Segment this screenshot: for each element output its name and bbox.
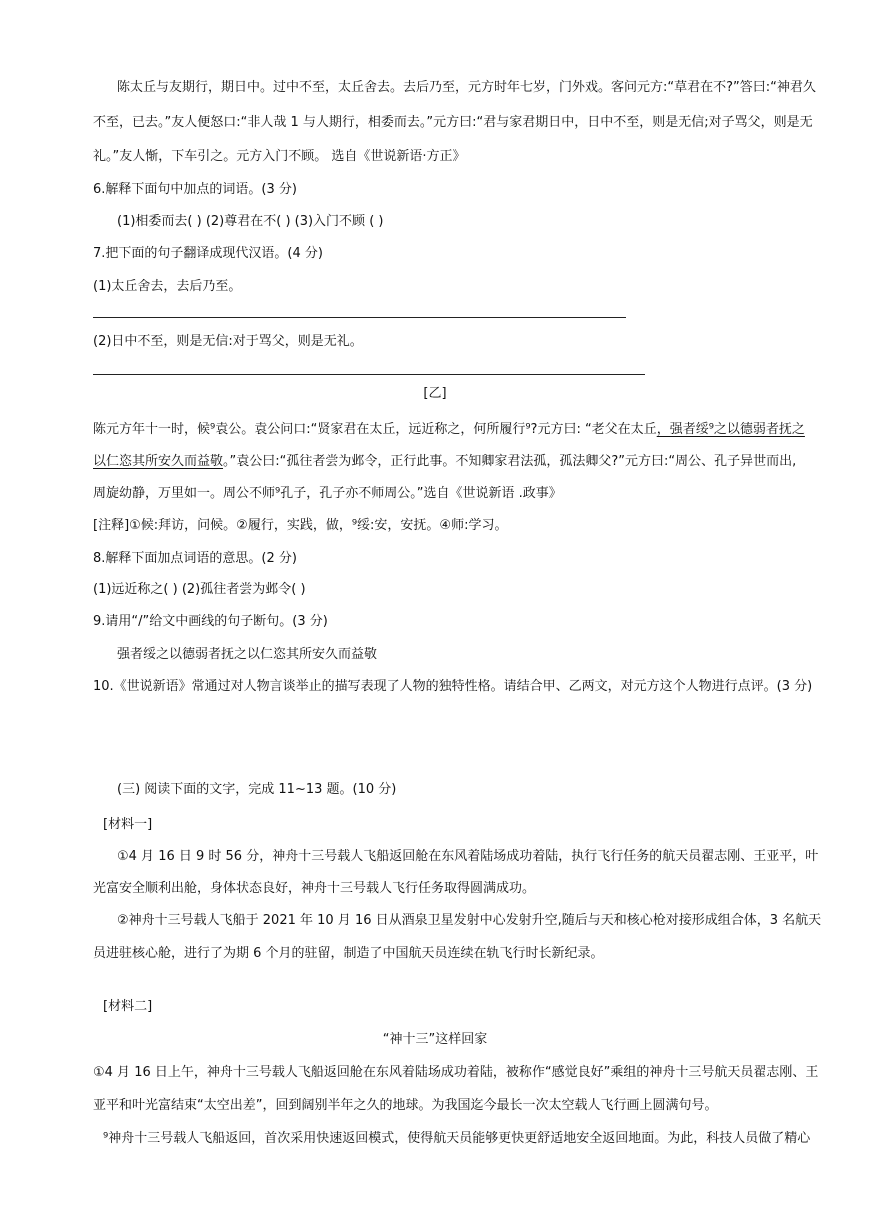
question-8-items: (1)远近称之( ) (2)孤往者尝为邺令( ) — [93, 582, 306, 597]
question-7-sentence-1: (1)太丘舍去，去后乃至。 — [93, 279, 242, 294]
passage-b-line-1 — [93, 420, 805, 440]
answer-line-2[interactable] — [93, 374, 645, 375]
question-7-sentence-2: (2)日中不至，则是无信:对于骂父，则是无礼。 — [93, 334, 363, 349]
section-3-heading: (三) 阅读下面的文字，完成 11~13 题。(10 分) — [117, 782, 397, 797]
passage-b-line-1-text: 陈元方年十一时，候⁹袁公。袁公问口:“贤家君在太丘，远近称之，何所履行⁹?元方曰: “老父在太丘 — [93, 422, 657, 437]
material-2-label: [材料二] — [103, 999, 153, 1014]
material-1-para-1-line-1: ①4 月 16 日 9 时 56 分，神舟十三号载人飞船返回舱在东风着陆场成功着陆，执行飞行任务的航天员翟志刚、王亚平，叶 — [117, 849, 819, 864]
question-7-title: 7.把下面的句子翻译成现代汉语。(4 分) — [93, 246, 323, 261]
passage-a-line-1: 陈太丘与友期行，期日中。过中不至，太丘舍去。去后乃至，元方时年七岁，门外戏。客问元方:“草君在不?”答曰:“神君久 — [117, 80, 816, 95]
passage-a-line-2: 不至，已去。”友人便怒口:“非人哉 1 与人期行，相委而去。”元方曰:“君与家君期日中，日中不至，则是无信;对子骂父，则是无 — [93, 115, 813, 130]
question-6-items: (1)相委而去( ) (2)尊君在不( ) (3)入门不顾 ( ) — [117, 214, 384, 229]
passage-a-line-3: 礼。”友人惭，下车引之。元方入门不顾。 选自《世说新语·方正》 — [93, 149, 466, 164]
underlined-sentence-part-2: 以仁恣其所安久而益敬 — [93, 454, 224, 469]
annotation-note: [注释]①候:拜访，问候。②履行，实践，做，⁹绥:安，安抚。④师:学习。 — [93, 518, 508, 533]
passage-b-line-2-text: 。”袁公曰:“孤往者尝为邺令，正行此事。不知卿家君法孤，孤法卿父?”元方曰:“周公、孔子异世而出, — [223, 454, 797, 469]
material-1-para-2-line-2: 员进驻核心舱，进行了为期 6 个月的驻留，制造了中国航天员连续在轨飞行时长新纪录。 — [93, 946, 604, 961]
material-2-para-1-line-1: ①4 月 16 日上午，神舟十三号载人飞船返回舱在东风着陆场成功着陆，被称作“感觉良好”乘组的神舟十三号航天员翟志刚、王 — [93, 1065, 819, 1080]
question-9-title: 9.请用“/”给文中画线的句子断句。(3 分) — [93, 614, 328, 629]
answer-line-1[interactable] — [93, 317, 626, 318]
question-6-title: 6.解释下面句中加点的词语。(3 分) — [93, 182, 297, 197]
underlined-sentence-part-1: ，强者绥⁹之以德弱者抚之 — [656, 422, 805, 437]
material-1-para-2-line-1: ②神舟十三号载人飞船于 2021 年 10 月 16 日从酒泉卫星发射中心发射升空,随后与天和核心枪对接形成组合体，3 名航天 — [117, 913, 822, 928]
material-2-para-1-line-2: 亚平和叶光富结束“太空出差”，回到阔别半年之久的地球。为我国迄今最长一次太空载人飞行画上圆满句号。 — [93, 1098, 718, 1113]
material-2-para-2-line-1: ⁹神舟十三号载人飞船返回，首次采用快速返回模式，使得航天员能够更快更舒适地安全返回地面。为此，科技人员做了精心 — [103, 1131, 811, 1146]
question-9-sentence: 强者绥之以德弱者抚之以仁恣其所安久而益敬 — [117, 647, 378, 662]
passage-b-heading: [乙] — [423, 386, 447, 401]
question-10-title: 10.《世说新语》常通过对人物言谈举止的描写表现了人物的独特性格。请结合甲、乙两文，对元方这个人物进行点评。(3 分) — [93, 679, 813, 694]
passage-b-line-3: 周旋幼静，万里如一。周公不师⁹孔子，孔子亦不师周公。”选自《世说新语 .政事》 — [93, 486, 562, 501]
passage-b-line-2 — [93, 452, 796, 472]
material-1-para-1-line-2: 光富安全顺利出舱，身体状态良好，神舟十三号载人飞行任务取得圆满成功。 — [93, 881, 536, 896]
material-1-label: [材料一] — [103, 817, 153, 832]
question-8-title: 8.解释下面加点词语的意思。(2 分) — [93, 551, 297, 566]
material-2-title: “神十三”这样回家 — [382, 1032, 488, 1047]
